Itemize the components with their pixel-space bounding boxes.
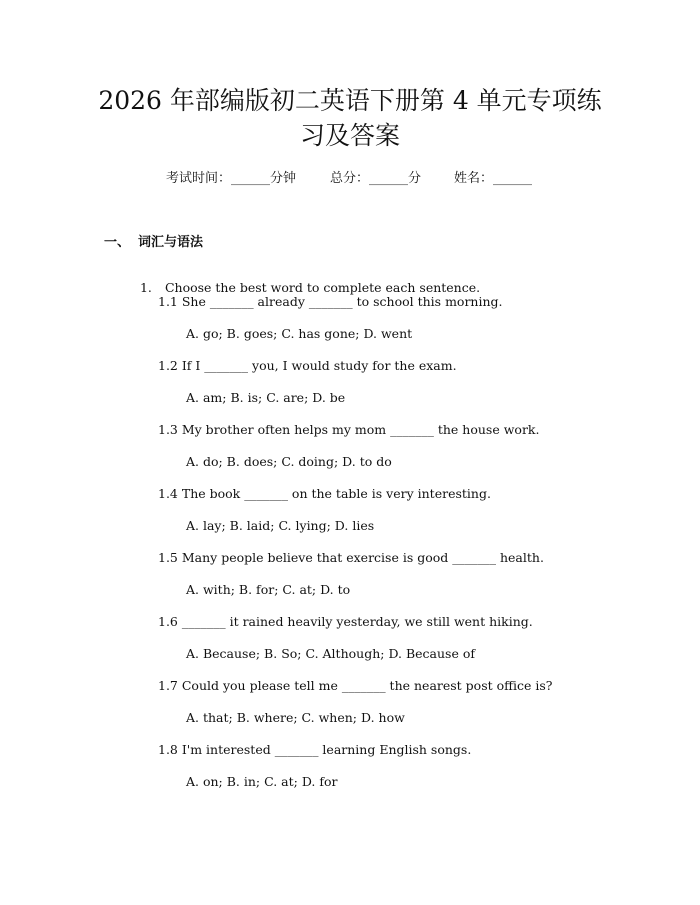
question-options: A. lay; B. laid; C. lying; D. lies xyxy=(186,518,375,533)
section-title: 词汇与语法 xyxy=(138,235,204,250)
question-options: A. do; B. does; C. doing; D. to do xyxy=(186,454,392,469)
question-options: A. go; B. goes; C. has gone; D. went xyxy=(186,326,413,341)
instruction-number: 1. xyxy=(139,280,152,295)
question-stem: 1.3 My brother often helps my mom _______ the house work. xyxy=(158,422,540,437)
question-stem: 1.1 She _______ already _______ to school this morning. xyxy=(158,294,503,309)
section-heading xyxy=(104,231,203,250)
question-options: A. on; B. in; C. at; D. for xyxy=(186,774,338,789)
question-options: A. Because; B. So; C. Although; D. Because of xyxy=(186,646,475,661)
page-title-line-1: 2026 年部编版初二英语下册第 4 单元专项练 xyxy=(98,86,602,115)
question-stem: 1.2 If I _______ you, I would study for the exam. xyxy=(158,358,457,373)
instruction-text: Choose the best word to complete each sentence. xyxy=(164,280,481,295)
page-title-line-2: 习及答案 xyxy=(299,121,400,150)
question-options: A. with; B. for; C. at; D. to xyxy=(186,582,351,597)
student-name-field: 姓名：______ xyxy=(454,171,533,186)
total-score-field: 总分：______分 xyxy=(330,171,422,186)
question-stem: 1.8 I'm interested _______ learning English songs. xyxy=(158,742,472,757)
question-stem: 1.6 _______ it rained heavily yesterday, we still went hiking. xyxy=(158,614,533,629)
instruction xyxy=(132,261,480,297)
exam-time-field: 考试时间：______分钟 xyxy=(166,171,297,186)
section-number: 一、 xyxy=(104,235,131,250)
question-stem: 1.4 The book _______ on the table is very interesting. xyxy=(158,486,491,501)
question-options: A. that; B. where; C. when; D. how xyxy=(186,710,405,725)
question-options: A. am; B. is; C. are; D. be xyxy=(186,390,346,405)
question-stem: 1.7 Could you please tell me _______ the nearest post office is? xyxy=(158,678,553,693)
question-stem: 1.5 Many people believe that exercise is good _______ health. xyxy=(158,550,544,565)
